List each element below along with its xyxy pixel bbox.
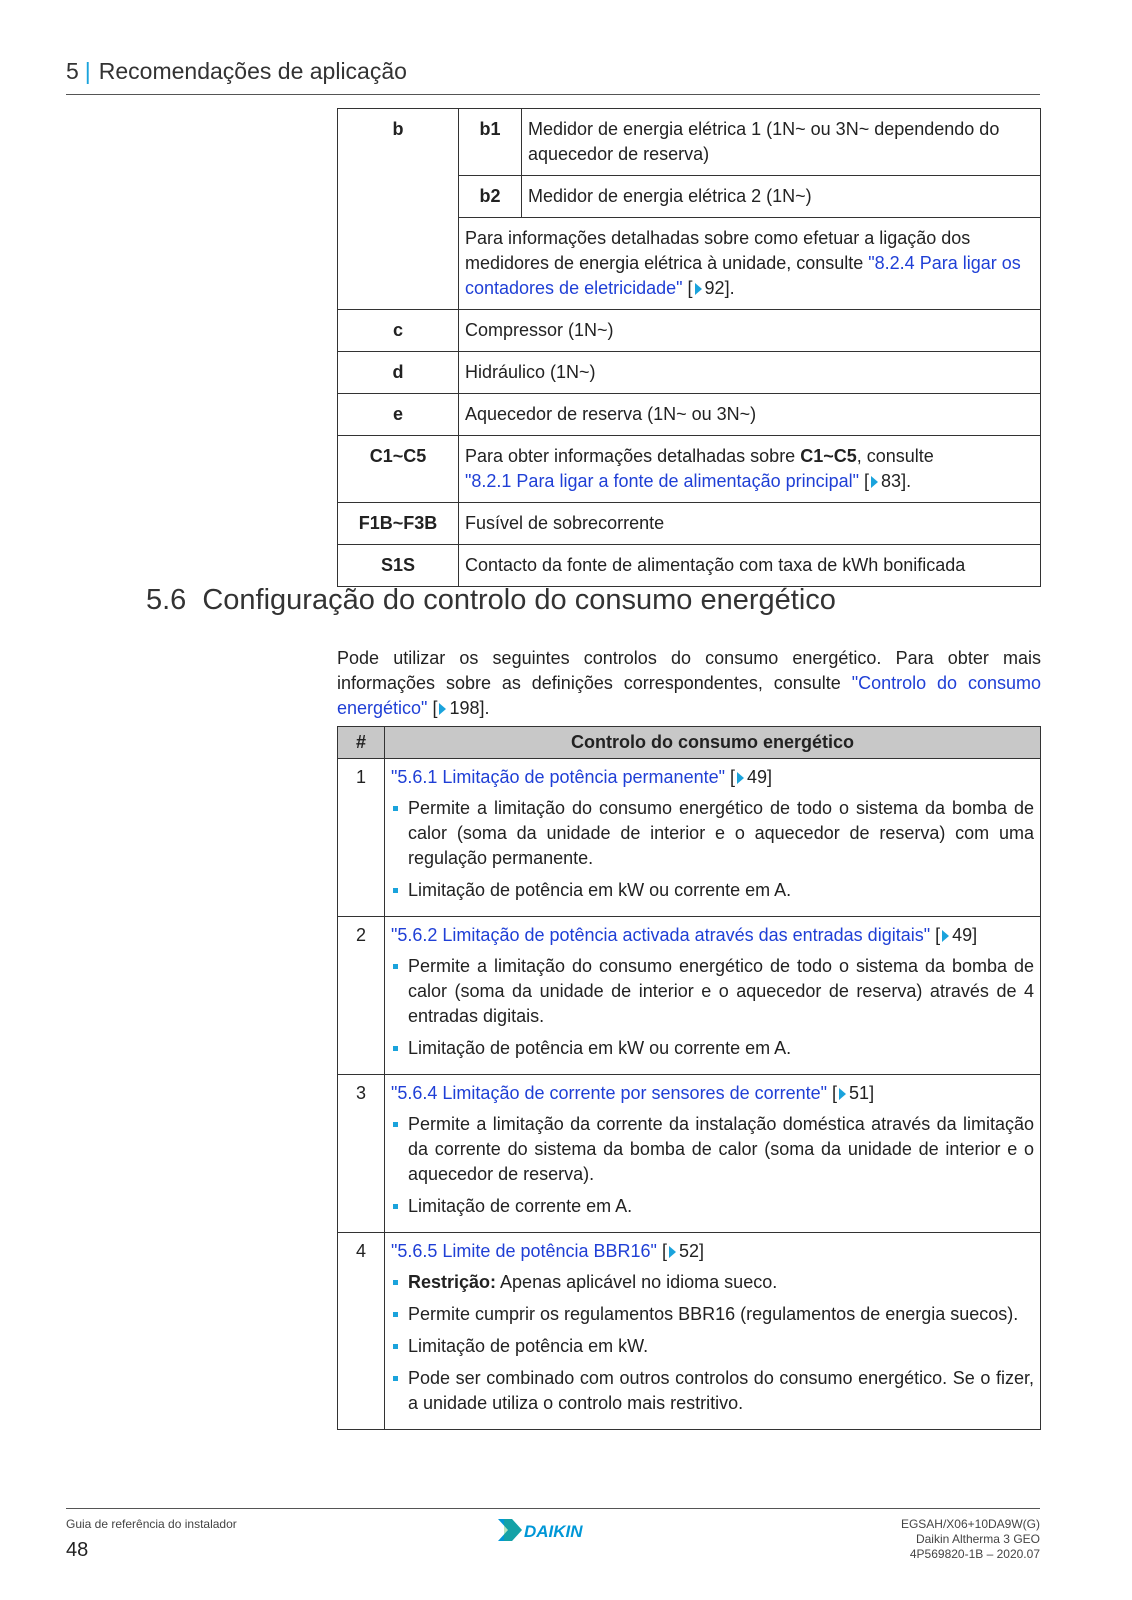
legend-text-b1: Medidor de energia elétrica 1 (1N~ ou 3N~ dependendo do aquecedor de reserva) — [522, 109, 1041, 176]
bullet-list — [391, 796, 1034, 903]
list-item: Permite a limitação da corrente da instalação doméstica através da limitação da corrente do sistema da bomba de calor (soma da unidade de interior e o aquecedor de reserva). — [391, 1112, 1034, 1187]
legend-key-s1s: S1S — [338, 545, 459, 587]
page-ref-arrow-icon — [942, 930, 949, 942]
table-row — [338, 1233, 1041, 1430]
row-content: "5.6.1 Limitação de potência permanente" [ 49] Permite a limitação do consumo energético de todo o sistema da bomba de calor (soma da unidade de interior e o aquecedor de reserva) com uma regulação permanente. Limitação de potência em kW ou corrente em A. — [385, 759, 1041, 917]
bullet-list — [391, 954, 1034, 1061]
row-number: 1 — [338, 759, 385, 917]
row-link[interactable]: "5.6.5 Limite de potência BBR16" — [391, 1241, 657, 1261]
table-row — [338, 917, 1041, 1075]
footer-guide-title: Guia de referência do instalador — [66, 1517, 237, 1531]
footer-model: EGSAH/X06+10DA9W(G) — [900, 1517, 1040, 1531]
page-ref-arrow-icon — [695, 283, 702, 295]
page-footer — [66, 1508, 1040, 1561]
section-number: 5.6 — [146, 584, 187, 616]
col-header-num: # — [338, 727, 385, 759]
legend-text-f1b: Fusível de sobrecorrente — [459, 503, 1041, 545]
row-content: "5.6.4 Limitação de corrente por sensores de corrente" [ 51] Permite a limitação da corrente da instalação doméstica através da limitação da corrente do sistema da bomba de calor (soma da unidade de interior e o aquecedor de reserva). Limitação de corrente em A. — [385, 1075, 1041, 1233]
table-row — [338, 1075, 1041, 1233]
daikin-logo-text: DAIKIN — [524, 1522, 583, 1541]
row-link[interactable]: "5.6.4 Limitação de corrente por sensores de corrente" — [391, 1083, 828, 1103]
footer-page-number: 48 — [66, 1539, 89, 1561]
section-title: Configuração do controlo do consumo energético — [202, 584, 836, 616]
list-item: Limitação de corrente em A. — [391, 1194, 1034, 1219]
intro-text: Pode utilizar os seguintes controlos do consumo energético. Para obter mais informações sobre as definições correspondentes, consulte — [337, 648, 1041, 693]
list-item: Permite a limitação do consumo energético de todo o sistema da bomba de calor (soma da unidade de interior e o aquecedor de reserva) através de 4 entradas digitais. — [391, 954, 1034, 1029]
daikin-logo — [496, 1515, 616, 1545]
row-ref: 51 — [849, 1083, 870, 1103]
list-item: Limitação de potência em kW ou corrente em A. — [391, 1036, 1034, 1061]
header-separator: | — [84, 58, 91, 84]
b-note-ref: 92 — [704, 278, 725, 298]
list-item: Permite a limitação do consumo energético de todo o sistema da bomba de calor (soma da unidade de interior e o aquecedor de reserva) com uma regulação permanente. — [391, 796, 1034, 871]
row-link[interactable]: "5.6.2 Limitação de potência activada através das entradas digitais" — [391, 925, 931, 945]
legend-key-b2: b2 — [459, 176, 522, 218]
c1c5-link[interactable]: "8.2.1 Para ligar a fonte de alimentação principal" — [465, 471, 860, 491]
row-link[interactable]: "5.6.1 Limitação de potência permanente" — [391, 767, 725, 787]
legend-key-c1c5: C1~C5 — [338, 436, 459, 503]
bullet-list — [391, 1112, 1034, 1219]
footer-document-info — [901, 1517, 1040, 1562]
section-heading — [146, 584, 836, 617]
daikin-logo-accent-icon — [504, 1519, 522, 1541]
restriction-text: Apenas aplicável no idioma sueco. — [496, 1272, 778, 1292]
legend-key-b1: b1 — [459, 109, 522, 176]
intro-ref: 198 — [449, 698, 480, 718]
bullet-list — [391, 1270, 1034, 1416]
intro-paragraph: Pode utilizar os seguintes controlos do consumo energético. Para obter mais informações sobre as definições correspondentes, consulte "Controlo do consumo energético" [ 198]. — [337, 648, 1041, 718]
row-ref: 52 — [678, 1241, 699, 1261]
legend-text-d: Hidráulico (1N~) — [459, 352, 1041, 394]
legend-table — [337, 108, 1041, 587]
page-ref-arrow-icon — [669, 1246, 676, 1258]
legend-key-c: c — [338, 310, 459, 352]
chapter-title: Recomendações de aplicação — [98, 58, 407, 84]
legend-text-c: Compressor (1N~) — [459, 310, 1041, 352]
list-item: Permite cumprir os regulamentos BBR16 (regulamentos de energia suecos). — [391, 1302, 1034, 1327]
footer-product: Daikin Altherma 3 GEO — [915, 1532, 1040, 1546]
page-header — [66, 58, 1040, 95]
page-ref-arrow-icon — [439, 703, 446, 715]
legend-text-e: Aquecedor de reserva (1N~ ou 3N~) — [459, 394, 1041, 436]
list-item — [391, 1270, 1034, 1295]
c1c5-bold: C1~C5 — [800, 446, 857, 466]
list-item: Limitação de potência em kW. — [391, 1334, 1034, 1359]
page-ref-arrow-icon — [839, 1088, 846, 1100]
list-item: Limitação de potência em kW ou corrente em A. — [391, 878, 1034, 903]
legend-text-s1s: Contacto da fonte de alimentação com taxa de kWh bonificada — [459, 545, 1041, 587]
legend-b-note: Para informações detalhadas sobre como efetuar a ligação dos medidores de energia elétrica à unidade, consulte "8.2.4 Para ligar os contadores de eletricidade" [ 92]. — [459, 218, 1041, 310]
legend-key-e: e — [338, 394, 459, 436]
legend-key-f1b: F1B~F3B — [338, 503, 459, 545]
table-row — [338, 759, 1041, 917]
b-note-text: Para informações detalhadas sobre como efetuar a ligação dos medidores de energia elétrica à unidade, consulte — [465, 228, 971, 273]
list-item: Pode ser combinado com outros controlos do consumo energético. Se o fizer, a unidade utiliza o controlo mais restritivo. — [391, 1366, 1034, 1416]
c1c5-text-mid: , consulte — [856, 446, 934, 466]
legend-key-d: d — [338, 352, 459, 394]
c1c5-text-pre: Para obter informações detalhadas sobre — [465, 446, 801, 466]
footer-docnum: 4P569820-1B – 2020.07 — [909, 1547, 1040, 1561]
row-content: "5.6.5 Limite de potência BBR16" [ 52] Restrição: Apenas aplicável no idioma sueco. Permite cumprir os regulamentos BBR16 (regulamentos de energia suecos). Limitação de potência em kW. Pode ser combinado com outros controlos do consumo energético. Se o fizer, a unidade utiliza o controlo mais restritivo. — [385, 1233, 1041, 1430]
control-table — [337, 726, 1041, 1430]
legend-text-b2: Medidor de energia elétrica 2 (1N~) — [522, 176, 1041, 218]
c1c5-ref: 83 — [881, 471, 902, 491]
row-number: 4 — [338, 1233, 385, 1430]
page-ref-arrow-icon — [871, 476, 878, 488]
legend-text-c1c5: Para obter informações detalhadas sobre C1~C5, consulte "8.2.1 Para ligar a fonte de alimentação principal" [ 83]. — [459, 436, 1041, 503]
intro-link[interactable]: "Controlo do consumo energético" — [337, 673, 1041, 718]
row-ref: 49 — [747, 767, 768, 787]
row-content: "5.6.2 Limitação de potência activada através das entradas digitais" [ 49] Permite a limitação do consumo energético de todo o sistema da bomba de calor (soma da unidade de interior e o aquecedor de reserva) através de 4 entradas digitais. Limitação de potência em kW ou corrente em A. — [385, 917, 1041, 1075]
restriction-label: Restrição: — [408, 1272, 497, 1292]
col-header-title: Controlo do consumo energético — [385, 727, 1041, 759]
row-number: 3 — [338, 1075, 385, 1233]
b-note-link[interactable]: "8.2.4 Para ligar os contadores de eletricidade" — [465, 253, 1021, 298]
chapter-number: 5 — [66, 58, 79, 84]
legend-key-b: b — [338, 109, 459, 310]
row-number: 2 — [338, 917, 385, 1075]
row-ref: 49 — [952, 925, 973, 945]
page-ref-arrow-icon — [737, 772, 744, 784]
